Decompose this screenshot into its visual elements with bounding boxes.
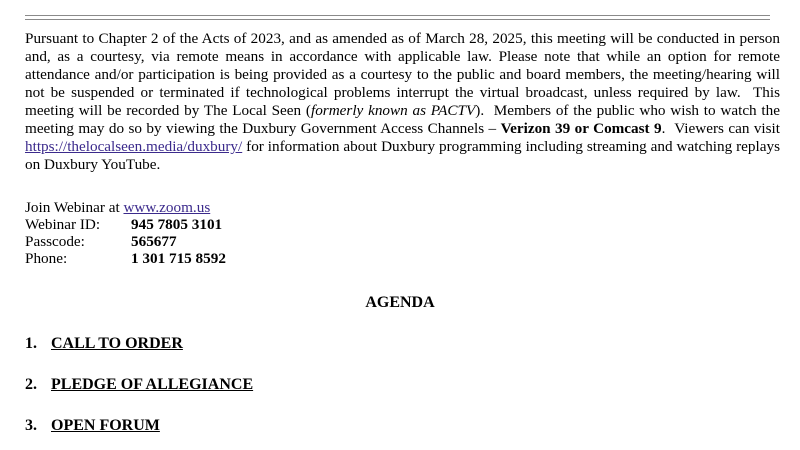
webinar-id-label: Webinar ID: (25, 216, 101, 233)
webinar-id-row (25, 216, 226, 233)
agenda-item-open-forum (25, 416, 160, 436)
agenda-item-title: OPEN FORUM (51, 417, 160, 434)
top-rule (25, 15, 770, 16)
agenda-item-title: PLEDGE OF ALLEGIANCE (51, 376, 254, 393)
passcode-value: 565677 (131, 233, 177, 250)
top-rule-secondary (25, 19, 770, 20)
notice-text-3: . Viewers can visit (661, 120, 780, 137)
join-webinar-row (25, 199, 226, 216)
agenda-item-title: CALL TO ORDER (51, 335, 183, 352)
notice-channels: Verizon 39 or Comcast 9 (500, 120, 662, 137)
localseen-link[interactable]: https://thelocalseen.media/duxbury/ (25, 138, 243, 155)
agenda-item-number: 2. (25, 376, 37, 393)
zoom-link[interactable]: www.zoom.us (123, 199, 211, 216)
phone-value: 1 301 715 8592 (131, 250, 226, 267)
meeting-notice-paragraph (25, 30, 780, 174)
agenda-item-number: 3. (25, 417, 37, 434)
notice-text-4: for information about Duxbury programming including streaming and watching replays on Duxbury YouTube. (25, 138, 780, 173)
passcode-label: Passcode: (25, 233, 85, 250)
agenda-item-number: 1. (25, 335, 37, 352)
webinar-info (25, 199, 226, 267)
agenda-item-pledge-of-allegiance (25, 375, 253, 395)
phone-row (25, 250, 226, 267)
passcode-row (25, 233, 226, 250)
join-webinar-label: Join Webinar at (25, 199, 124, 216)
notice-text-2: ). Members of the public who wish to watch the meeting may do so by viewing the Duxbury Government Access Channels – (25, 102, 780, 137)
agenda-heading: AGENDA (365, 294, 435, 311)
notice-formerly-known: formerly known as PACTV (310, 102, 476, 119)
webinar-id-value: 945 7805 3101 (131, 216, 223, 233)
phone-label: Phone: (25, 250, 68, 267)
notice-text-1: Pursuant to Chapter 2 of the Acts of 2023, and as amended as of March 28, 2025, this meeting will be conducted in person and, as a courtesy, via remote means in accordance with applicable law. Please note that while an option for remote attendance and/or participation is being provided as a courtesy to the public and board members, the meeting/hearing will not be suspended or terminated if technological problems interrupt the virtual broadcast, unless required by law. This meeting will be recorded by The Local Seen ( (25, 30, 780, 119)
agenda-item-call-to-order (25, 334, 183, 354)
